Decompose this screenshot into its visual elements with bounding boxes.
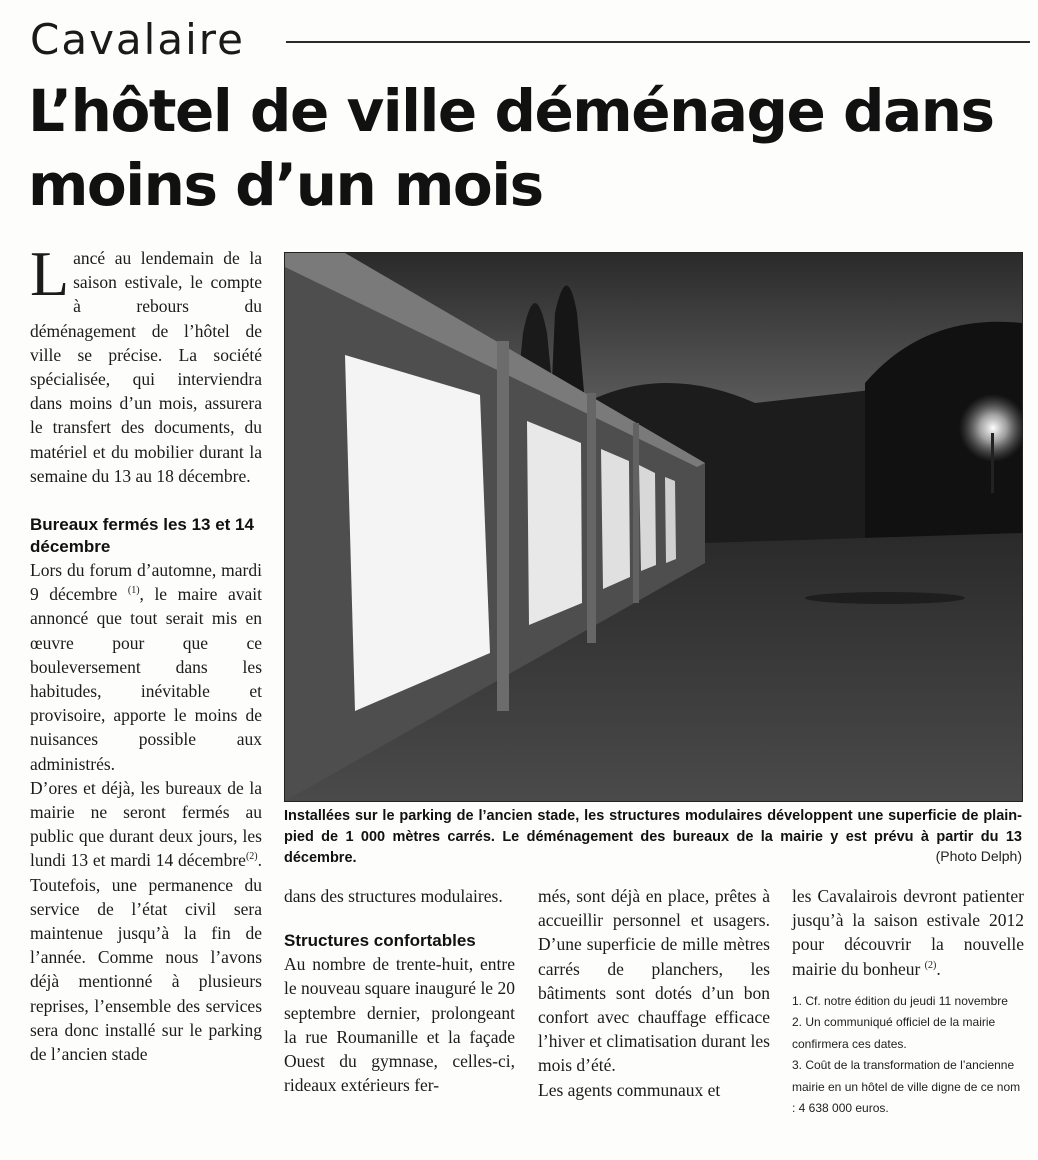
photo-caption: Installées sur le parking de l’ancien stade, les structures modulaires développent une superficie de plain-pied de 1 000 mètres carrés. Le déménagement des bureaux de la mairie y est prévu à partir du 13 décembre. — [284, 808, 1022, 866]
column-3 — [538, 884, 770, 1102]
footnotes — [792, 991, 1024, 1120]
text-run: . — [936, 958, 941, 979]
footnote-2: 2. Un communiqué officiel de la mairie confirmera ces dates. — [792, 1015, 996, 1051]
text-run: Lors du forum d’automne, mardi 9 décembre — [30, 560, 262, 605]
lead-paragraph — [30, 238, 262, 488]
footnote-1: 1. Cf. notre édition du jeudi 11 novembre — [792, 993, 1008, 1008]
photo-credit: (Photo Delph) — [935, 848, 1022, 864]
footnote-3: 3. Coût de la transformation de l’ancienne mairie en un hôtel de ville digne de ce nom : 4 638 000 euros. — [792, 1058, 1021, 1116]
text-run: D’ores et déjà, les bureaux de la mairie ne seront fermés au public que durant deux jours, les lundi 13 et mardi 14 décembre — [30, 777, 262, 871]
paragraph — [30, 558, 262, 776]
lead-text: ancé au lendemain de la saison estivale, le compte à rebours du déménagement de l’hôtel de ville se précise. La société spécialisée, qui interviendra dans moins d’un mois, assurera le transfert des documents, du matériel et du mobilier durant la semaine du 13 au 18 décembre. — [30, 248, 262, 486]
section-kicker: Cavalaire — [30, 15, 245, 64]
footnote-ref: (2) — [245, 851, 258, 863]
text-run: . Toutefois, une permanence du service de l’état civil sera maintenue jusqu’à la fin de l’année. Comme nous l’avons déjà mentionné à plusieurs reprises, l’ensemble des services sera donc installé sur le parking de l’ancien stade — [30, 850, 262, 1065]
paragraph — [792, 884, 1024, 981]
photo-modular-structures — [284, 252, 1023, 802]
headline: L’hôtel de ville déménage dans moins d’un mois — [28, 77, 994, 219]
paragraph: Au nombre de trente-huit, entre le nouveau square inauguré le 20 septembre dernier, prolongeant la rue Roumanille et la façade Ouest du gymnase, celles-ci, rideaux extérieurs fer- — [284, 954, 515, 1096]
column-1 — [30, 238, 263, 1066]
footnote-ref: (1) — [127, 585, 140, 597]
subheading-structures: Structures confortables — [284, 931, 476, 951]
text-run: les Cavalairois devront patienter jusqu’à la saison estivale 2012 pour découvrir la nouvelle mairie du bonheur — [792, 886, 1024, 979]
photo-illustration — [285, 253, 1022, 801]
text-run: , le maire avait annoncé que tout serait mis en œuvre pour que ce bouleversement dans les habitudes, inévitable et provisoire, apporte le moins de nuisances possible aux administrés. — [30, 584, 263, 774]
footnote-ref: (2) — [924, 959, 937, 971]
paragraph-continued: dans des structures modulaires. — [284, 886, 503, 906]
paragraph — [30, 776, 262, 1066]
paragraph: més, sont déjà en place, prêtes à accueillir personnel et usagers. D’une superficie de mille mètres carrés de planchers, les bâtiments sont dotés d’un bon confort avec chauffage efficace l’hiver et climatisation durant les mois d’été. — [538, 886, 770, 1076]
kicker-rule — [286, 41, 1030, 43]
drop-cap: L — [30, 238, 70, 309]
paragraph: Les agents communaux et — [538, 1079, 721, 1100]
column-4 — [792, 884, 1024, 1120]
column-2 — [284, 884, 515, 1097]
subheading-bureaux: Bureaux fermés les 13 et 14 décembre — [30, 515, 254, 557]
